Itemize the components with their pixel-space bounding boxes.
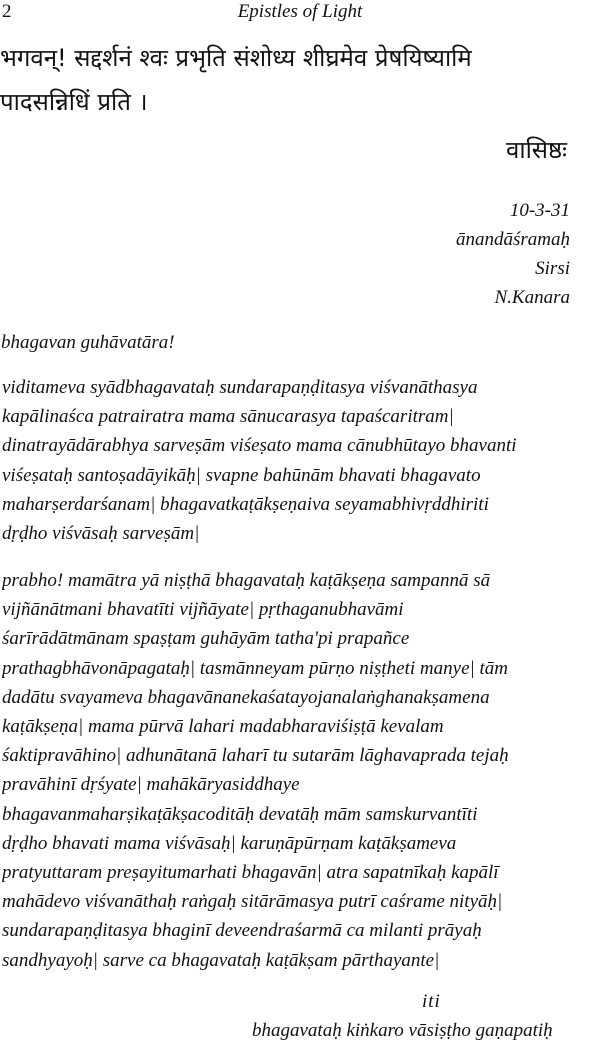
letter-town: Sirsi [535,258,570,279]
letter-date: 10-3-31 [509,200,570,221]
paragraph-line: dṛḍho viśvāsaḥ sarveṣām| [2,523,200,545]
paragraph-line: dadātu svayameva bhagavānanekaśatayojanalaṅghanakṣamena [2,686,490,708]
paragraph-2 [2,566,600,975]
closing-signature: bhagavataḥ kiṅkaro vāsiṣṭho gaṇapatiḥ [252,1020,553,1041]
paragraph-line: bhagavanmaharṣikaṭākṣacoditāḥ devatāḥ mām samskurvantīti [2,803,478,825]
paragraph-line: kaṭākṣeṇa| mama pūrvā lahari madabharaviśiṣṭā kevalam [2,716,444,738]
sanskrit-line-2: पादसन्निधिं प्रति । [0,88,148,116]
paragraph-line: prabho! mamātra yā niṣṭhā bhagavataḥ kaṭākṣeṇa sampannā sā [2,570,491,591]
running-title: Epistles of Light [237,1,363,22]
paragraph-line: sundarapaṇḍitasya bhaginī deveendraśarmā ca milanti prāyaḥ [2,920,482,942]
paragraph-line: kapālinaśca patrairatra mama sānucarasya tapaścaritram| [2,406,454,428]
paragraph-line: maharṣerdarśanam| bhagavatkaṭākṣeṇaiva seyamabhivṛddhiriti [2,493,489,515]
page-number: 2 [2,1,12,22]
closing-iti: iti [422,991,441,1012]
paragraph-line: vijñānātmani bhavatīti vijñāyate| pṛthaganubhavāmi [2,599,404,621]
paragraph-line: śarīrādātmānam spaṣṭam guhāyām tatha'pi prapañce [2,628,410,650]
paragraph-line: viditameva syādbhagavataḥ sundarapaṇḍitasya viśvanāthasya [2,377,478,398]
sanskrit-line-1: भगवन्! सद्दर्शनं श्वः प्रभृति संशोध्य शीघ्रमेव प्रेषयिष्यामि [0,44,472,72]
paragraph-line: dṛḍho bhavati mama viśvāsaḥ| karuṇāpūrṇam kaṭākṣameva [2,832,457,854]
salutation: bhagavan guhāvatāra! [1,332,175,353]
paragraph-line: pratyuttaram preṣayitumarhati bhagavān| atra sapatnīkaḥ kapālī [2,862,499,884]
paragraph-line: mahādevo viśvanāthaḥ raṅgaḥ sitārāmasya putrī caśrame nityāḥ| [2,891,503,913]
paragraph-line: dinatrayādārabhya sarveṣām viśeṣato mama cānubhūtayo bhavanti [2,435,517,457]
paragraph-line: śaktipravāhino| adhunātanā laharī tu sutarām lāghavaprada tejaḥ [2,745,509,767]
letter-address-block [270,196,570,312]
letter-place: ānandāśramaḥ [455,229,570,250]
paragraph-line: viśeṣataḥ santoṣadāyikāḥ| svapne bahūnām bhavati bhagavato [2,464,481,486]
paragraph-line: sandhyayoḥ| sarve ca bhagavataḥ kaṭākṣam pārthayante| [2,949,440,971]
paragraph-1 [2,373,600,548]
sanskrit-signature: वासिष्ठः [506,136,567,164]
letter-district: N.Kanara [494,287,570,308]
paragraph-line: pravāhinī dṛśyate| mahākāryasiddhaye [2,774,300,796]
paragraph-line: prathagbhāvonāpagataḥ| tasmānneyam pūrṇo niṣṭheti manye| tām [2,657,508,679]
